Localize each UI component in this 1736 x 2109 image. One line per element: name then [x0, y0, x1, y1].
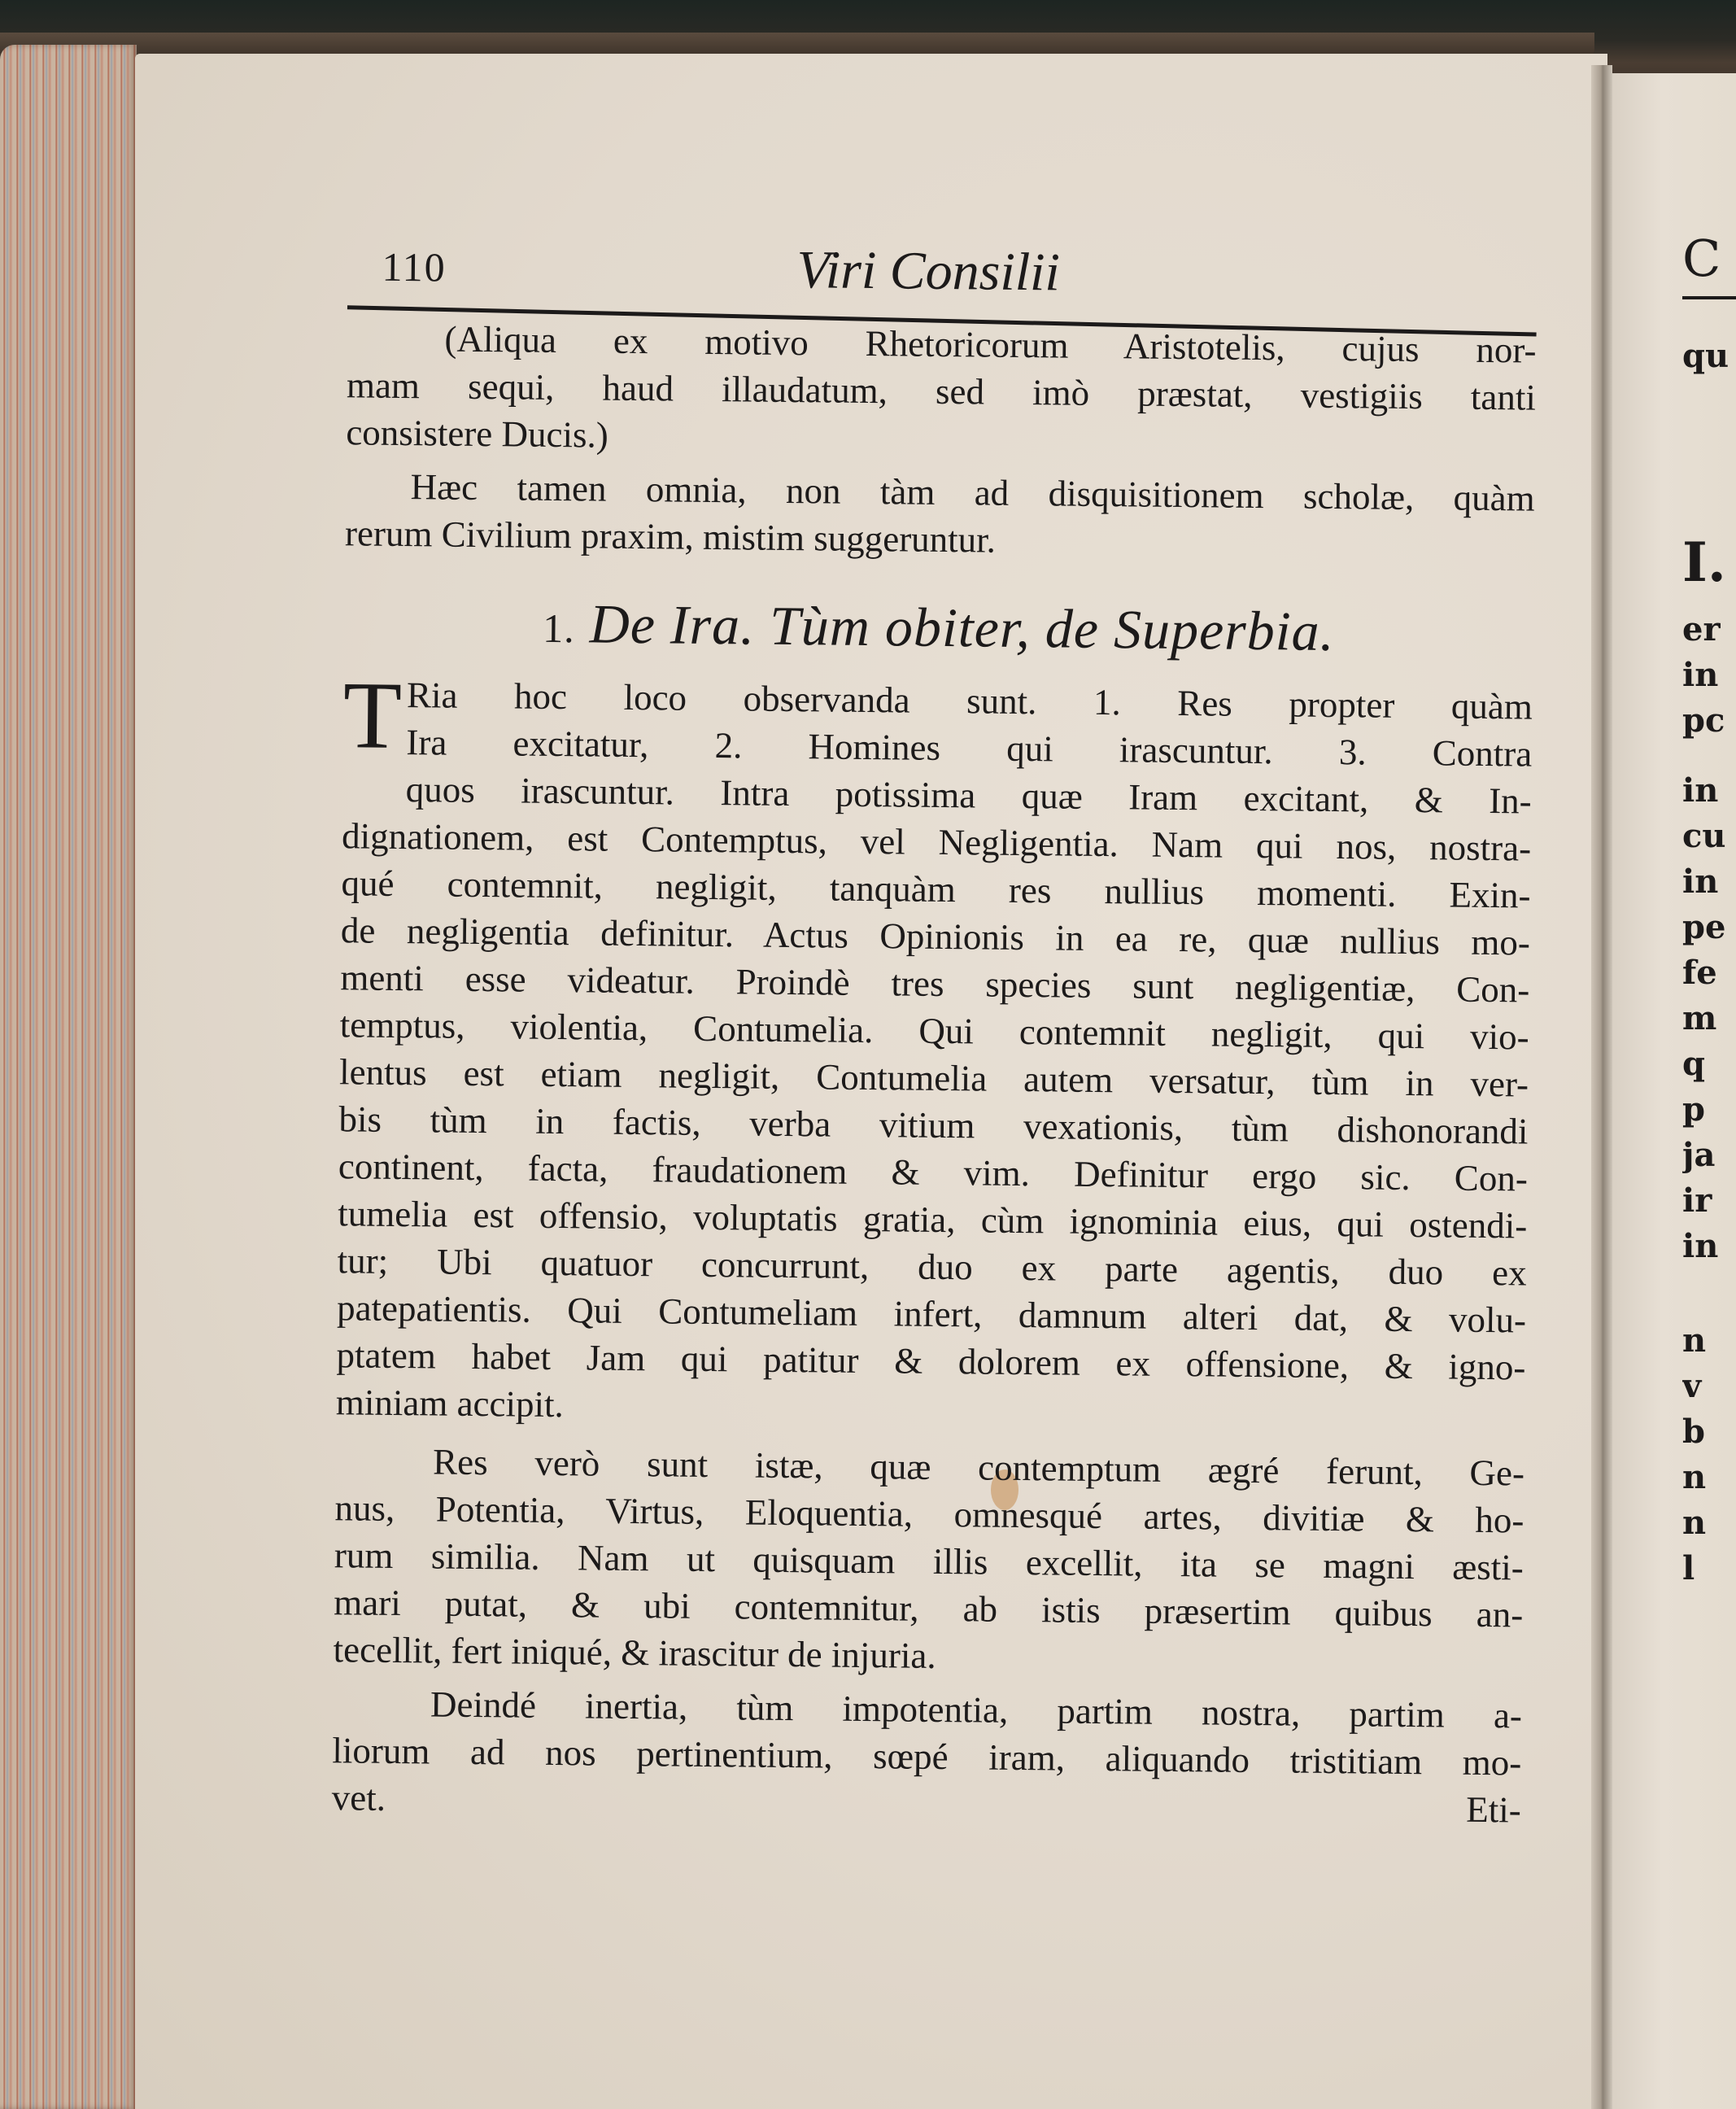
- facing-line: in: [1682, 656, 1719, 694]
- section-body: [335, 662, 1533, 1438]
- left-page-text: [308, 228, 1537, 1833]
- facing-line: ja: [1682, 1136, 1716, 1174]
- spacer: [1682, 744, 1736, 768]
- text-line: menti esse videatur. Proindè tres species sunt negligentiæ, Con-: [340, 957, 1530, 1011]
- facing-line: n: [1682, 1321, 1707, 1360]
- facing-page-text: [1682, 236, 1736, 1592]
- text-line: consistere Ducis.): [346, 412, 609, 456]
- text-line: miniam accipit.: [335, 1382, 565, 1426]
- text-line: mari putat, & ubi contemnitur, ab istis præsertim quibus an-: [334, 1582, 1524, 1635]
- drop-cap: T: [342, 662, 403, 770]
- text-line: lentus est etiam negligit, Contumelia autem versatur, tùm in ver-: [338, 1051, 1529, 1105]
- facing-line: er: [1682, 610, 1721, 648]
- facing-line: in: [1682, 1227, 1719, 1265]
- facing-line: in: [1682, 771, 1719, 810]
- facing-section-number: I.: [1682, 531, 1726, 594]
- text-line: Deindé inertia, tùm impotentia, partim nostra, partim a-: [430, 1683, 1523, 1736]
- body-text: [331, 314, 1536, 1833]
- text-line: quos irascuntur. Intra potissima quæ Iram excitant, & In-: [405, 769, 1532, 822]
- facing-line: l: [1682, 1549, 1695, 1587]
- facing-head-rule: [1682, 296, 1736, 299]
- section-number: 1.: [542, 605, 575, 652]
- spacer: [1682, 1269, 1736, 1318]
- text-line: Hæc tamen omnia, non tàm ad disquisitionem scholæ, quàm: [410, 466, 1535, 519]
- running-head: [325, 228, 1538, 318]
- facing-line: n: [1682, 1458, 1707, 1496]
- text-line: temptus, violentia, Contumelia. Qui contemnit negligit, qui vio-: [339, 1004, 1529, 1058]
- facing-line: fe: [1682, 954, 1717, 992]
- paragraph-haec: [345, 462, 1535, 569]
- text-line: rum similia. Nam ut quisquam illis excellit, ita se magni æsti-: [334, 1535, 1524, 1588]
- text-line: mam sequi, haud illaudatum, sed imò præstat, vestigiis tanti: [346, 365, 1537, 418]
- text-line: qué contemnit, negligit, tanquàm res nullius momenti. Exin-: [341, 862, 1531, 916]
- facing-line: v: [1682, 1367, 1702, 1405]
- page-number: 110: [382, 243, 447, 290]
- section-title-text: De Ira. Tùm obiter, de Superbia.: [589, 592, 1335, 663]
- text-line: tumelia est offensio, voluptatis gratia, cùm ignominia eius, qui ostendi-: [338, 1193, 1528, 1247]
- text-line: nus, Potentia, Virtus, Eloquentia, omnesqué artes, divitiæ & ho-: [334, 1487, 1524, 1541]
- text-line: continent, facta, fraudationem & vim. Definitur ergo sic. Con-: [338, 1146, 1529, 1199]
- text-line: (Aliqua ex motivo Rhetoricorum Aristotelis, cujus nor-: [444, 318, 1537, 371]
- text-line: Ira excitatur, 2. Homines qui irascuntur. 3. Contra: [406, 722, 1533, 775]
- catchword: Eti-: [1465, 1788, 1521, 1831]
- facing-line: q: [1682, 1045, 1705, 1083]
- text-line: Res verò sunt istæ, quæ contemptum ægré ferunt, Ge-: [432, 1441, 1525, 1494]
- book-gutter: [1591, 65, 1612, 2109]
- paragraph-aliqua: [346, 314, 1537, 468]
- facing-line: p: [1682, 1090, 1705, 1129]
- facing-line: in: [1682, 862, 1719, 901]
- facing-line: ir: [1682, 1181, 1712, 1220]
- facing-line: pe: [1682, 908, 1726, 946]
- text-line: ptatem habet Jam qui patitur & dolorem ex offensione, & igno-: [336, 1334, 1526, 1388]
- paragraph-res: [333, 1437, 1524, 1685]
- paragraph-deinde: [331, 1679, 1522, 1833]
- text-line: tur; Ubi quatuor concurrunt, duo ex parte agentis, duo ex: [337, 1240, 1527, 1294]
- section-heading: [344, 592, 1534, 663]
- facing-line: n: [1682, 1504, 1707, 1542]
- facing-line: m: [1682, 999, 1717, 1037]
- facing-line: qu: [1682, 337, 1729, 375]
- text-line: patepatientis. Qui Contumeliam infert, damnum alteri dat, & volu-: [336, 1287, 1527, 1341]
- facing-line: cu: [1682, 817, 1726, 855]
- facing-running-head: C: [1682, 236, 1721, 288]
- text-line: vet.: [331, 1777, 386, 1819]
- text-line: bis tùm in factis, verba vitium vexationis, tùm dishonorandi: [338, 1098, 1529, 1152]
- text-line: liorum ad nos pertinentium, sœpé iram, aliquando tristitiam mo-: [332, 1730, 1522, 1784]
- text-line: Ria hoc loco observanda sunt. 1. Res propter quàm: [406, 675, 1533, 727]
- text-line: rerum Civilium praxim, mistim suggeruntur.: [344, 513, 997, 561]
- running-head-title: Viri Consilii: [796, 240, 1061, 303]
- facing-line: b: [1682, 1413, 1705, 1451]
- text-line: tecellit, fert iniqué, & irascitur de injuria.: [333, 1629, 936, 1676]
- text-line: de negligentia definitur. Actus Opinionis in ea re, quæ nullius mo-: [340, 910, 1531, 963]
- facing-line: pc: [1682, 701, 1725, 740]
- text-line: dignationem, est Contemptus, vel Negligentia. Nam qui nos, nostra-: [341, 815, 1532, 869]
- page-block-edges: [0, 45, 137, 2109]
